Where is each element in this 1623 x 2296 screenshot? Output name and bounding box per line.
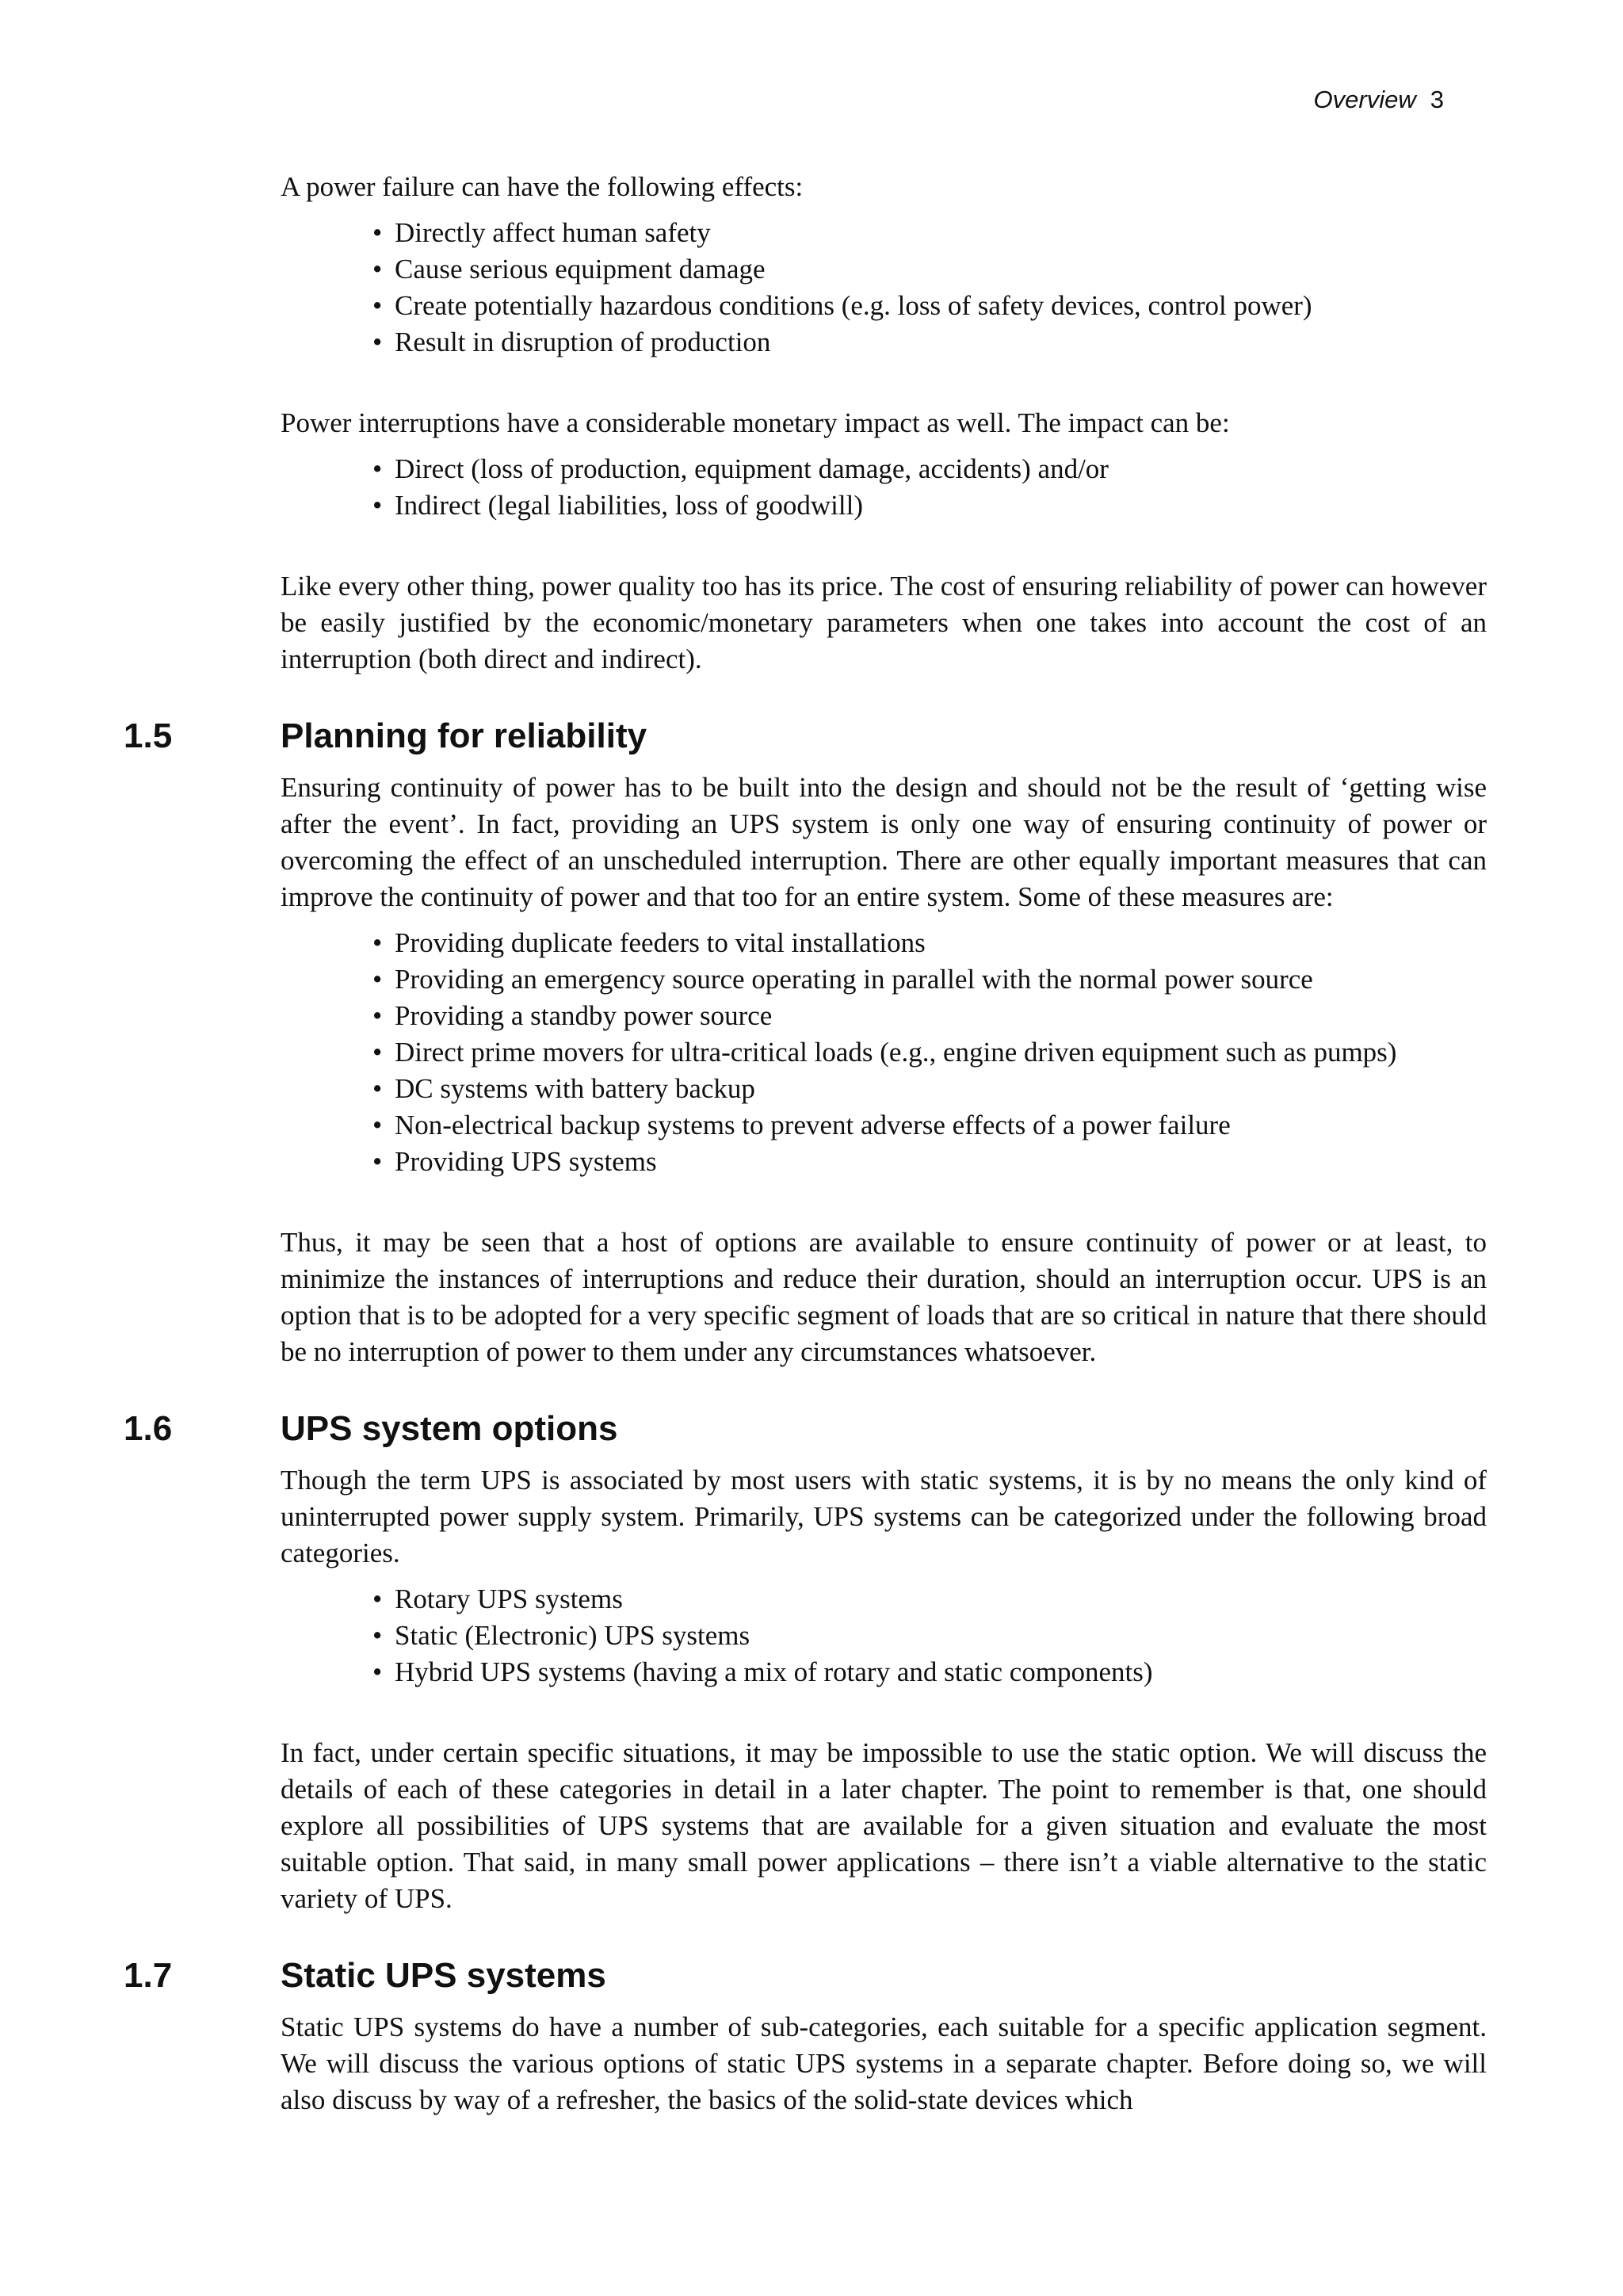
section-title: Static UPS systems — [281, 1956, 606, 1995]
spacer — [281, 1998, 1487, 2009]
paragraph: Though the term UPS is associated by most users with static systems, it is by no means the only kind of uninterrupted power supply system. Primarily, UPS systems can be categorized under the following broad categories. — [281, 1465, 1487, 1568]
list-item: • Cause serious equipment damage — [395, 251, 1487, 288]
list-item: • DC systems with battery backup — [395, 1071, 1487, 1107]
section-number: 1.6 — [124, 1409, 173, 1448]
list-item: • Providing duplicate feeders to vital installations — [395, 925, 1487, 961]
paragraph: In fact, under certain specific situations, it may be impossible to use the static option. We will discuss the details of each of these categories in detail in a later chapter. The point to remember is that, one should explore all possibilities of UPS systems that are available for a given situation and evaluate the most suitable option. That said, in many small power applications – there isn’t a viable alternative to the static variety of UPS. — [281, 1737, 1487, 1914]
list-item: • Providing a standby power source — [395, 998, 1487, 1034]
list-item: • Direct prime movers for ultra-critical loads (e.g., engine driven equipment such as pumps) — [395, 1034, 1487, 1071]
spacer — [281, 758, 1487, 770]
list-item: • Indirect (legal liabilities, loss of goodwill) — [395, 487, 1487, 524]
list-item: • Hybrid UPS systems (having a mix of rotary and static components) — [395, 1654, 1487, 1690]
running-head — [1314, 86, 1444, 114]
spacer — [281, 1451, 1487, 1462]
paragraph: Static UPS systems do have a number of sub-categories, each suitable for a specific application segment. We will discuss the various options of static UPS systems in a separate chapter. Before doing so, we will also discuss by way of a refresher, the basics of the solid-state devices which — [281, 2011, 1487, 2115]
section-number: 1.7 — [124, 1956, 173, 1995]
list-item: • Providing UPS systems — [395, 1144, 1487, 1180]
paragraph: Like every other thing, power quality too has its price. The cost of ensuring reliability of power can however be easily justified by the economic/monetary parameters when one takes into account the cost of an interruption (both direct and indirect). — [281, 571, 1487, 674]
page-number: 3 — [1430, 86, 1444, 113]
list-item: • Static (Electronic) UPS systems — [395, 1618, 1487, 1654]
list-item: • Direct (loss of production, equipment damage, accidents) and/or — [395, 451, 1487, 487]
list-item: • Result in disruption of production — [395, 324, 1487, 361]
paragraph: Power interruptions have a considerable monetary impact as well. The impact can be: — [281, 407, 1230, 438]
body-content — [124, 169, 1487, 2118]
paragraph: Ensuring continuity of power has to be built into the design and should not be the result of ‘getting wise after the event’. In fact, providing an UPS system is only one way of ensuring continuity of power or overcoming the effect of an unscheduled interruption. There are other equally important measures that can improve the continuity of power and that too for an entire system. Some of these measures are: — [281, 772, 1487, 912]
list-item: • Rotary UPS systems — [395, 1581, 1487, 1618]
spacer — [281, 678, 1487, 714]
bullet-list — [281, 215, 1487, 361]
paragraph: A power failure can have the following effects: — [281, 171, 804, 202]
section-heading — [124, 714, 1487, 758]
bullet-list — [281, 451, 1487, 524]
section-heading — [124, 1407, 1487, 1451]
section-number: 1.5 — [124, 716, 173, 755]
list-item: • Non-electrical backup systems to prevent adverse effects of a power failure — [395, 1107, 1487, 1144]
section-title: UPS system options — [281, 1409, 618, 1448]
list-item: • Directly affect human safety — [395, 215, 1487, 251]
spacer — [281, 1917, 1487, 1954]
running-head-title: Overview — [1313, 86, 1416, 113]
section-heading — [124, 1954, 1487, 1998]
spacer — [281, 1690, 1487, 1735]
list-item: • Create potentially hazardous conditions (e.g. loss of safety devices, control power) — [395, 288, 1487, 324]
spacer — [281, 361, 1487, 405]
spacer — [281, 1180, 1487, 1224]
section-title: Planning for reliability — [281, 716, 647, 755]
bullet-list — [281, 925, 1487, 1180]
spacer — [281, 1370, 1487, 1407]
paragraph: Thus, it may be seen that a host of options are available to ensure continuity of power or at least, to minimize the instances of interruptions and reduce their duration, should an interruption occur. UPS is an option that is to be adopted for a very specific segment of loads that are so critical in nature that there should be no interruption of power to them under any circumstances whatsoever. — [281, 1227, 1487, 1367]
spacer — [281, 524, 1487, 568]
list-item: • Providing an emergency source operating in parallel with the normal power source — [395, 961, 1487, 998]
bullet-list — [281, 1581, 1487, 1690]
